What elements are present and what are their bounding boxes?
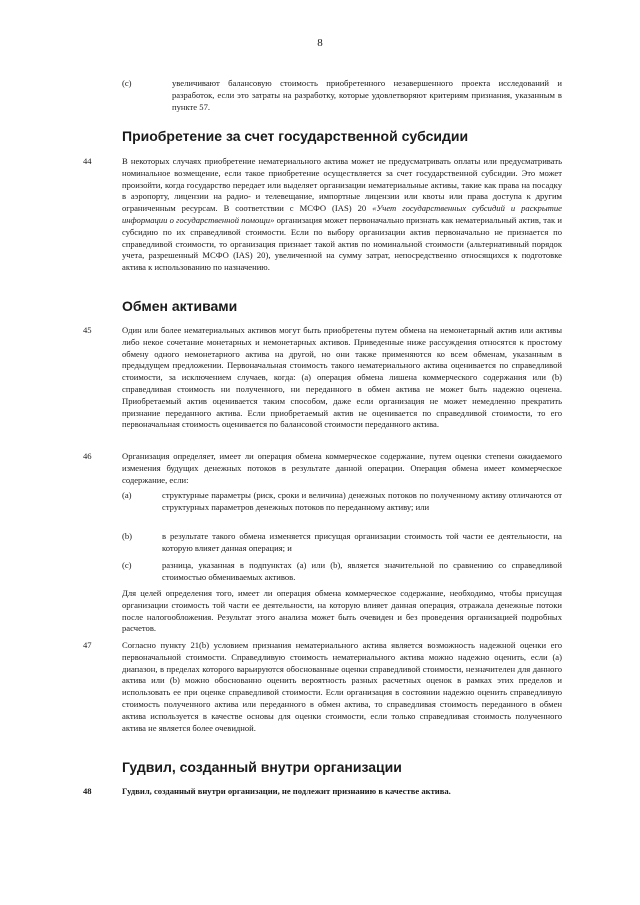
paragraph-47: Согласно пункту 21(b) условием признания нематериального актива является возможность надежной оценки его первоначальной стоимости. Справедливую стоимость нематериального актива можно надежно оценить, если (а) диапазон, в пределах которого варьируются обоснованные оценки справедливой стоимости, незначителен для данного актива или (b) можно обоснованно оценить вероятность разных расчетных оценок в рамках этих пределов и использовать ее при оценке справедливой стоимости. Если организация в состоянии надежно оценить справедливую стоимость полученного актива или переданного в обмен актива, то справедливая стоимость переданного в обмен актива используется в качестве основы для оценки стоимости, если только справедливая стоимость полученного актива не является более очевидной. xyxy=(122,640,562,733)
list-item-text: разница, указанная в подпунктах (а) или (b), является значительной по сравнению со справедливой стоимостью обмениваемых активов. xyxy=(162,560,562,582)
paragraph-number-45: 45 xyxy=(83,325,92,335)
paragraph-number-44: 44 xyxy=(83,156,92,166)
list-item-text: увеличивают балансовую стоимость приобретенного незавершенного проекта исследований и разработок, если это затраты на разработку, которые удовлетворяют критериям признания, указанным в пункте 57. xyxy=(172,78,562,112)
list-item-label: (b) xyxy=(122,531,133,541)
paragraph-45: Один или более нематериальных активов могут быть приобретены путем обмена на немонетарный актив или активы либо некое сочетание монетарных и немонетарных активов. Приведенные ниже рассуждения относятся к простому обмену одного немонетарного актива на другой, но они также применяются ко всем обменам, указанным в предыдущем предложении. Первоначальная стоимость такого нематериального актива оценивается по справедливой стоимости, за исключением случаев, когда: (а) операция обмена лишена коммерческого содержания или (b) справедливая стоимость ни полученного, ни переданного в обмен актива не может быть надежно оценена. Приобретаемый актив оценивается таким способом, даже если организация не может немедленно прекратить признание переданного актива. Если приобретаемый актив не оценивается по справедливой стоимости, то его первоначальная стоимость оценивается по балансовой стоимости переданного актива. xyxy=(122,325,562,430)
section-heading-exchange: Обмен активами xyxy=(122,298,238,314)
paragraph-48: Гудвил, созданный внутри организации, не подлежит признанию в качестве актива. xyxy=(122,786,451,796)
paragraph-46: Организация определяет, имеет ли операция обмена коммерческое содержание, путем оценки степени ожидаемого изменения будущих денежных потоков в результате данной операции. Операция обмена имеет коммерческое содержание, если: xyxy=(122,451,562,485)
paragraph-44-text-b: организация может первоначально признать как нематериальный актив, так и субсидию по их справедливой стоимости. Если по выбору организации актив первоначально не признается по справедливой стоимости, то организация признает такой актив по номинальной стоимости (альтернативный порядок учета, разрешенный МСФО (IAS) 20), увеличенной на сумму затрат, непосредственно относящихся к подготовке актива к использованию по назначению. xyxy=(122,214,562,273)
paragraph-number-46: 46 xyxy=(83,451,92,461)
paragraph-44-text-a: В некоторых случаях приобретение нематериального актива может не предусматривать оплаты или предусматривать номинальное возмещение, если такое приобретение осуществляется за счет государственной субсидии. Это может произойти, когда государство передает или выделяет организации нематериальные активы, такие как права на посадку в аэропорту, лицензии на радио- и телевещание, импортные лицензии или квоты или права доступа к другим ограниченным ресурсам. В соответствии с МСФО (IAS) 20 xyxy=(122,156,562,214)
paragraph-44 xyxy=(122,156,562,274)
paragraph-number-48: 48 xyxy=(83,786,92,796)
list-item-label: (a) xyxy=(122,490,132,500)
paragraph-number-47: 47 xyxy=(83,640,92,650)
ias20-title: «Учет государственных субсидий и раскрытие информации о государственной помощи» xyxy=(122,203,562,225)
list-item-label: (c) xyxy=(122,560,132,570)
list-item-label: (c) xyxy=(122,78,132,88)
section-heading-subsidy: Приобретение за счет государственной субсидии xyxy=(122,128,469,144)
list-item-text: структурные параметры (риск, сроки и величина) денежных потоков по полученному активу отличаются от структурных параметров денежных потоков по переданному активу; или xyxy=(162,490,562,512)
list-item-text: в результате такого обмена изменяется присущая организации стоимость той части ее деятельности, на которую влияет данная операция; и xyxy=(162,531,562,553)
section-heading-goodwill: Гудвил, созданный внутри организации xyxy=(122,759,402,775)
paragraph-46-closing: Для целей определения того, имеет ли операция обмена коммерческое содержание, необходимо, чтобы присущая организации стоимость той части ее деятельности, на которую влияет данная операция, отражала денежные потоки после налогообложения. Результат этого анализа может быть очевиден и без проведения организацией подробных расчетов. xyxy=(122,588,562,634)
page-number: 8 xyxy=(317,37,323,49)
